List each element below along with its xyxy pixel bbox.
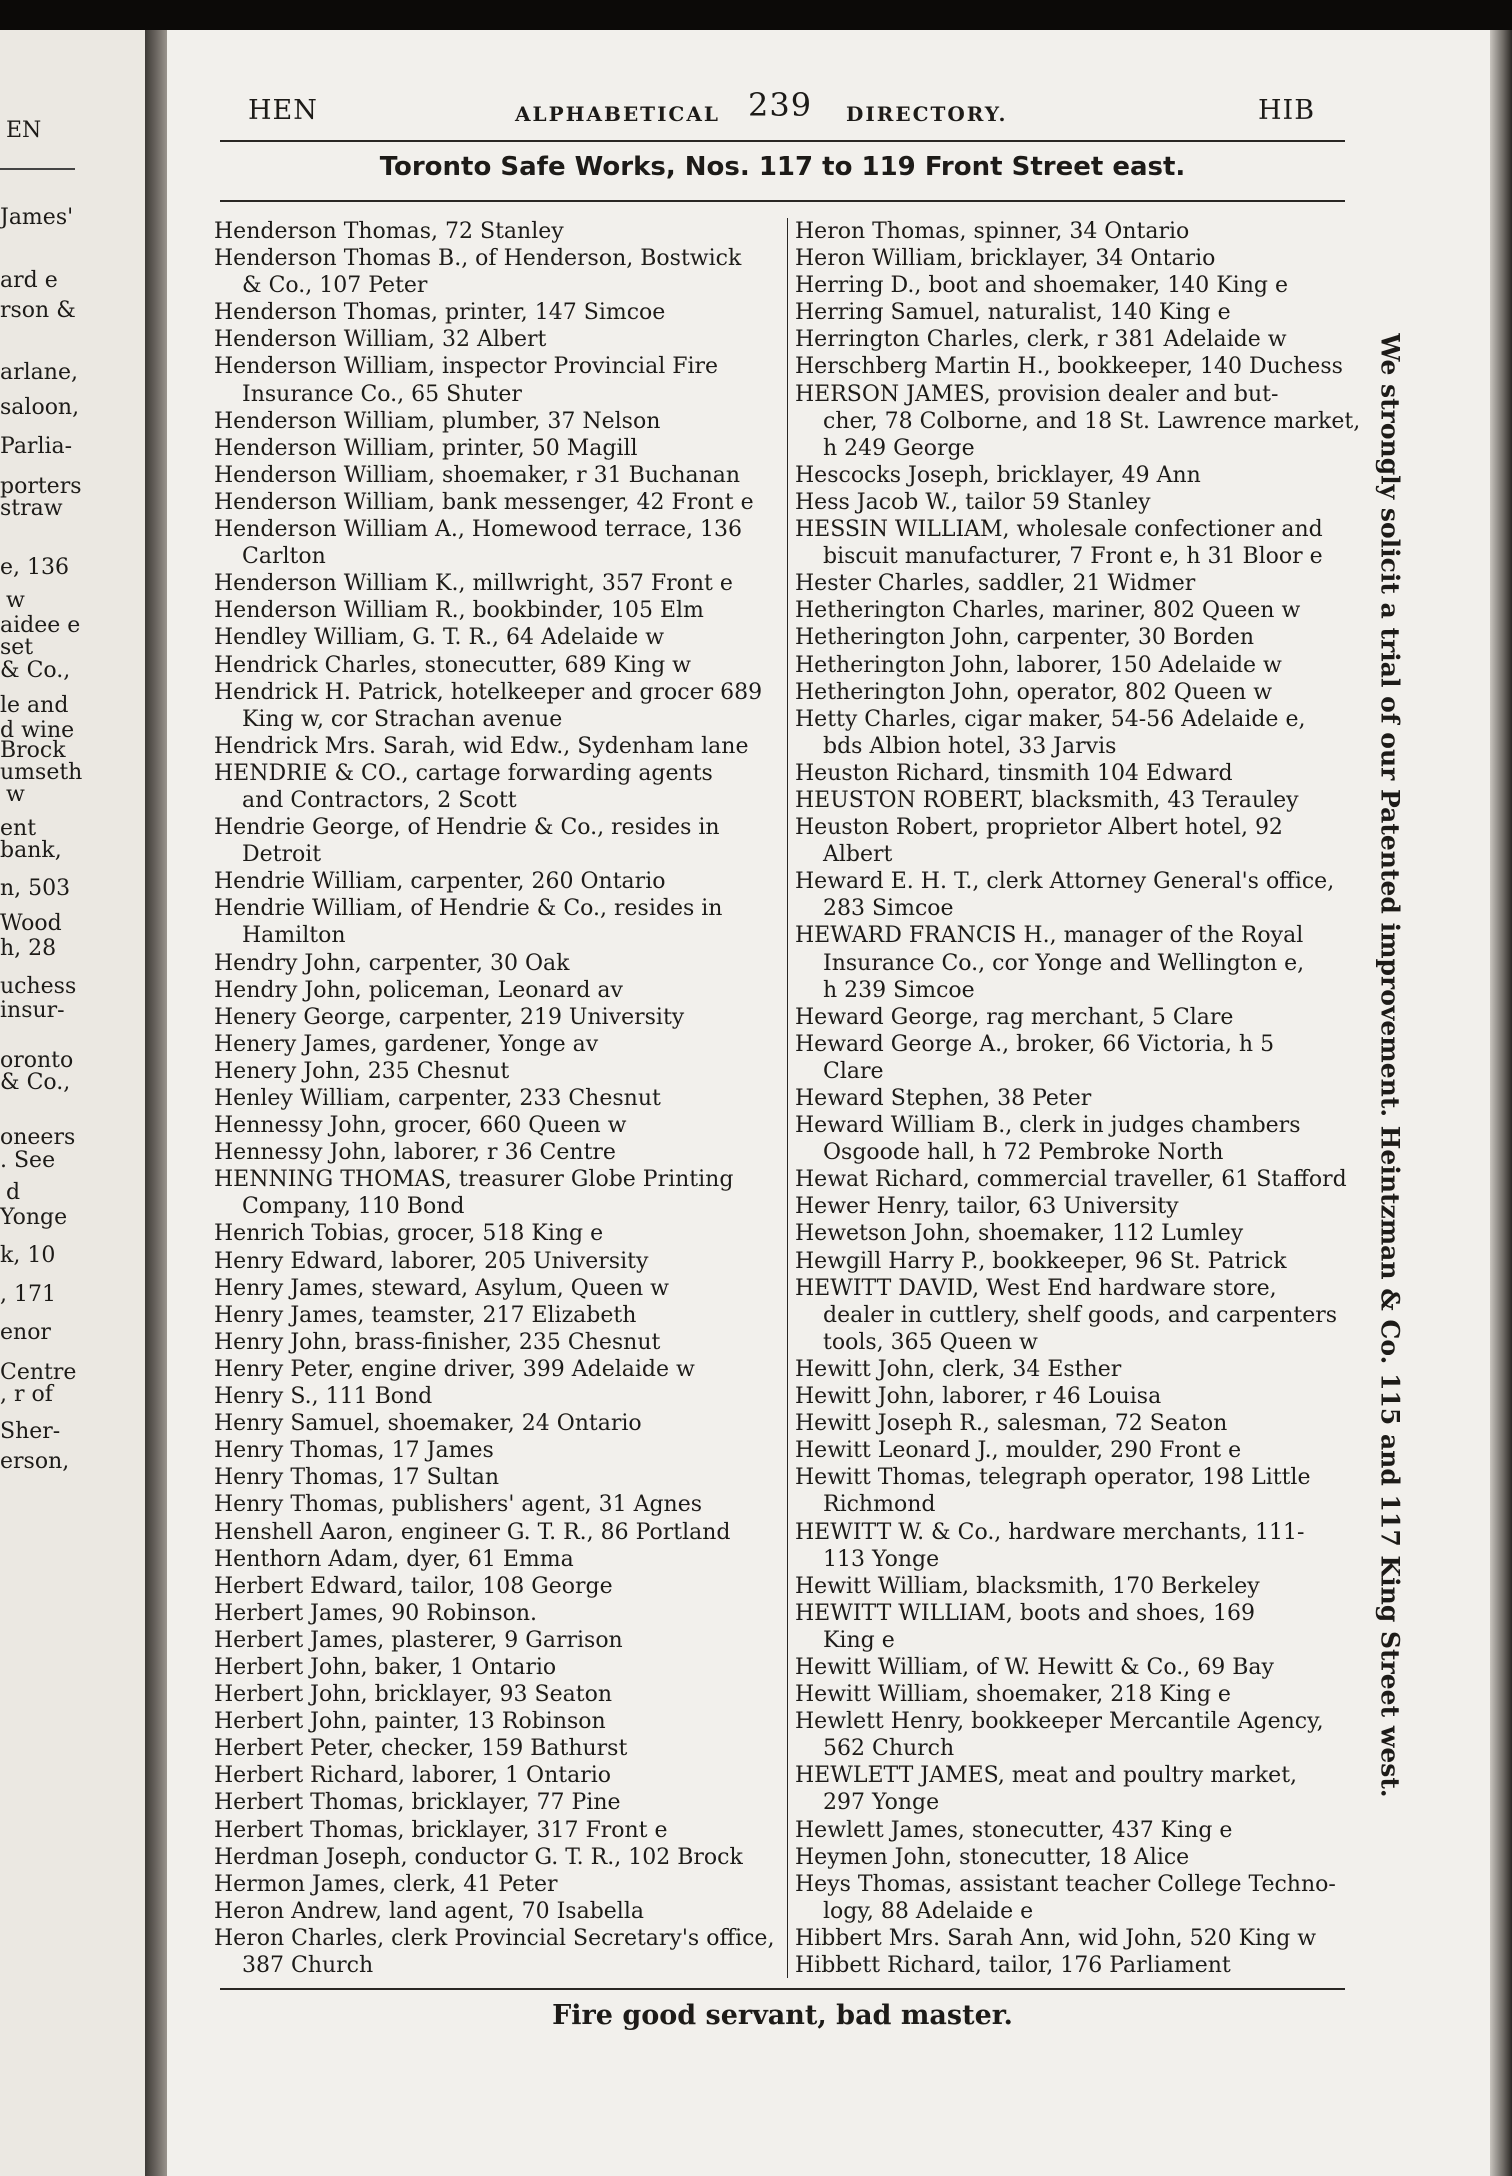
entry-line: HEWITT W. & Co., hardware merchants, 111- <box>795 1519 1305 1545</box>
entry-line: Hewitt Joseph R., salesman, 72 Seaton <box>795 1411 1228 1437</box>
entry-line: Henderson William, 32 Albert <box>214 327 547 353</box>
facing-page-text: aidee e <box>0 613 81 638</box>
directory-entry <box>214 1627 784 1654</box>
entry-line: Hendrick Charles, stonecutter, 689 King w <box>214 652 691 678</box>
directory-entry <box>214 1573 784 1600</box>
footer-rule <box>220 1988 1345 1990</box>
directory-entry <box>795 1925 1365 1952</box>
facing-page-text: & Co., <box>0 658 71 683</box>
directory-entry <box>795 218 1365 245</box>
entry-line: HENNING THOMAS, treasurer Globe Printing <box>214 1167 734 1193</box>
page-edge-shadow <box>1490 30 1512 2176</box>
facing-page-text: w <box>6 588 25 613</box>
directory-entry <box>795 1220 1365 1247</box>
entry-line: Hendrick H. Patrick, hotelkeeper and grocer 689 <box>214 679 763 705</box>
entry-line: Henshell Aaron, engineer G. T. R., 86 Portland <box>214 1519 731 1545</box>
directory-entry <box>795 381 1365 462</box>
directory-entry <box>795 597 1365 624</box>
entry-line: Herbert Edward, tailor, 108 George <box>214 1573 613 1599</box>
entry-line: Henderson Thomas B., of Henderson, Bostwick <box>214 246 742 272</box>
entry-line: Hendrick Mrs. Sarah, wid Edw., Sydenham lane <box>214 733 749 759</box>
facing-page-text: set <box>0 635 34 660</box>
entry-line: Hetherington Charles, mariner, 802 Queen w <box>795 598 1301 624</box>
entry-line: Herbert Thomas, bricklayer, 77 Pine <box>214 1790 621 1816</box>
entry-line: Hewlett Henry, bookkeeper Mercantile Agency, <box>795 1709 1324 1735</box>
entry-line: Hess Jacob W., tailor 59 Stanley <box>795 489 1151 515</box>
entry-line: Henderson Thomas, 72 Stanley <box>214 219 564 244</box>
directory-entry <box>214 977 784 1004</box>
facing-page-text: Parlia- <box>0 434 73 459</box>
entry-line: Herbert James, 90 Robinson. <box>214 1600 538 1626</box>
facing-page-text: n, 503 <box>0 876 71 901</box>
facing-page-text: ard e <box>0 268 58 293</box>
directory-entry <box>214 1654 784 1681</box>
directory-entry <box>214 570 784 597</box>
entry-line: Hendry John, policeman, Leonard av <box>214 977 623 1003</box>
directory-entry <box>795 1464 1365 1518</box>
directory-entry <box>795 679 1365 706</box>
directory-entry <box>214 1546 784 1573</box>
directory-entry <box>214 1817 784 1844</box>
entry-line: Hewitt William, blacksmith, 170 Berkeley <box>795 1573 1260 1599</box>
directory-entry <box>214 1275 784 1302</box>
directory-entry <box>214 1166 784 1220</box>
entry-line: Hewgill Harry P., bookkeeper, 96 St. Patrick <box>795 1248 1287 1274</box>
directory-entry <box>795 624 1365 651</box>
header-title-right: DIRECTORY. <box>846 102 1008 126</box>
side-advertisement-text: We strongly solicit a trial of our Patented improvement. Heintzman & Co. 115 and 117 King Street west. <box>1375 332 1405 1798</box>
directory-entry <box>795 922 1365 1003</box>
entry-line: Hescocks Joseph, bricklayer, 49 Ann <box>795 462 1201 488</box>
entry-line: Herschberg Martin H., bookkeeper, 140 Duchess <box>795 354 1343 380</box>
directory-entry <box>214 868 784 895</box>
entry-line: Herring D., boot and shoemaker, 140 King e <box>795 273 1288 299</box>
entry-line: Hendrie George, of Hendrie & Co., resides in <box>214 815 720 841</box>
facing-page-text: saloon, <box>0 395 80 420</box>
entry-line: Henderson William, shoemaker, r 31 Buchanan <box>214 462 741 488</box>
directory-entry <box>795 1519 1365 1573</box>
directory-entry <box>795 1573 1365 1600</box>
entry-line: Heward George, rag merchant, 5 Clare <box>795 1004 1234 1030</box>
facing-page-text: James' <box>0 205 74 230</box>
entry-line: Herbert John, baker, 1 Ontario <box>214 1654 557 1680</box>
entry-line: Herrington Charles, clerk, r 381 Adelaide w <box>795 327 1287 353</box>
directory-entry <box>795 814 1365 868</box>
directory-entry <box>214 516 784 570</box>
facing-page-text: k, 10 <box>0 1243 56 1268</box>
entry-continuation-line: dealer in cuttlery, shelf goods, and carpenters <box>823 1302 1338 1328</box>
footer-motto: Fire good servant, bad master. <box>552 2000 1013 2031</box>
entry-line: Heron Charles, clerk Provincial Secretary's office, <box>214 1925 775 1951</box>
directory-entry <box>214 1735 784 1762</box>
directory-entry <box>214 679 784 733</box>
directory-entry <box>214 489 784 516</box>
directory-entry <box>214 1789 784 1816</box>
directory-entry <box>214 1383 784 1410</box>
directory-entry <box>795 1193 1365 1220</box>
entry-line: Herbert John, bricklayer, 93 Seaton <box>214 1682 612 1708</box>
directory-entry <box>795 652 1365 679</box>
directory-entry <box>795 1166 1365 1193</box>
entry-line: Herring Samuel, naturalist, 140 King e <box>795 300 1231 326</box>
directory-entry <box>795 1952 1365 1979</box>
entry-line: Hewitt Thomas, telegraph operator, 198 Little <box>795 1465 1311 1491</box>
facing-page-rule <box>0 168 75 170</box>
directory-entry <box>795 1708 1365 1762</box>
header-title-left: ALPHABETICAL <box>515 102 720 126</box>
facing-page-text: d <box>6 1180 21 1205</box>
book-gutter <box>145 30 167 2176</box>
entry-line: Henderson William A., Homewood terrace, 136 <box>214 517 742 543</box>
directory-entry <box>795 1031 1365 1085</box>
directory-entry <box>795 299 1365 326</box>
entry-line: Hewitt Leonard J., moulder, 290 Front e <box>795 1438 1242 1464</box>
facing-page-text: d wine <box>0 718 75 743</box>
entry-continuation-line: h 239 Simcoe <box>823 977 975 1003</box>
entry-line: Hetherington John, carpenter, 30 Borden <box>795 625 1255 651</box>
entry-continuation-line: biscuit manufacturer, 7 Front e, h 31 Bloor e <box>823 544 1323 570</box>
directory-entry <box>795 245 1365 272</box>
directory-entry <box>214 1437 784 1464</box>
facing-page-text: bank, <box>0 838 62 863</box>
entry-continuation-line: Company, 110 Bond <box>242 1194 465 1220</box>
directory-entry <box>214 1464 784 1491</box>
entry-line: Heward George A., broker, 66 Victoria, h 5 <box>795 1031 1275 1057</box>
directory-entry <box>795 760 1365 787</box>
directory-entry <box>795 1762 1365 1816</box>
directory-entry <box>795 1410 1365 1437</box>
entry-line: Heron William, bricklayer, 34 Ontario <box>795 246 1216 272</box>
entry-line: Heward E. H. T., clerk Attorney General's office, <box>795 869 1335 895</box>
entry-line: HEWITT WILLIAM, boots and shoes, 169 <box>795 1600 1255 1626</box>
entries-column-left <box>214 218 784 1979</box>
facing-page-text: e, 136 <box>0 555 69 580</box>
entry-line: Henry Thomas, publishers' agent, 31 Agnes <box>214 1492 703 1518</box>
facing-page-text: Sher- <box>0 1419 61 1444</box>
directory-entry <box>214 326 784 353</box>
entry-line: Hester Charles, saddler, 21 Widmer <box>795 571 1196 597</box>
entry-line: Hewat Richard, commercial traveller, 61 Stafford <box>795 1167 1347 1193</box>
facing-page-text: oneers <box>0 1125 76 1150</box>
entry-continuation-line: 297 Yonge <box>823 1790 940 1816</box>
entry-line: Hendry John, carpenter, 30 Oak <box>214 950 570 976</box>
entry-line: Hibbett Richard, tailor, 176 Parliament <box>795 1953 1231 1978</box>
entry-line: Henrich Tobias, grocer, 518 King e <box>214 1221 604 1247</box>
entry-continuation-line: 283 Simcoe <box>823 896 954 922</box>
entry-line: Henry Edward, laborer, 205 University <box>214 1248 649 1274</box>
directory-entry <box>214 353 784 407</box>
directory-entry <box>214 1031 784 1058</box>
header-rule <box>220 140 1345 142</box>
entry-line: Heymen John, stonecutter, 18 Alice <box>795 1844 1190 1870</box>
entry-line: Henry John, brass-finisher, 235 Chesnut <box>214 1329 661 1355</box>
directory-entry <box>795 516 1365 570</box>
entry-continuation-line: Hamilton <box>242 923 346 949</box>
facing-page-text: Wood <box>0 911 62 936</box>
entry-line: Hendley William, G. T. R., 64 Adelaide w <box>214 625 665 651</box>
entry-line: Henry Peter, engine driver, 399 Adelaide w <box>214 1356 695 1382</box>
directory-entry <box>214 1004 784 1031</box>
directory-entry <box>795 1681 1365 1708</box>
vertical-side-advertisement <box>1360 285 1420 1845</box>
entry-continuation-line: and Contractors, 2 Scott <box>242 787 517 813</box>
entry-line: Hendrie William, of Hendrie & Co., resides in <box>214 896 723 922</box>
directory-entry <box>214 814 784 868</box>
directory-entry <box>795 1654 1365 1681</box>
directory-entry <box>214 1844 784 1871</box>
scan-top-band <box>0 0 1512 30</box>
directory-entry <box>214 1329 784 1356</box>
directory-entry <box>214 1220 784 1247</box>
directory-entry <box>214 435 784 462</box>
directory-entry <box>795 706 1365 760</box>
entry-line: Henry Thomas, 17 Sultan <box>214 1465 500 1491</box>
entry-line: Hewitt John, clerk, 34 Esther <box>795 1356 1122 1382</box>
facing-page-text: insur- <box>0 998 65 1023</box>
entry-continuation-line: Insurance Co., cor Yonge and Wellington e, <box>823 950 1305 976</box>
directory-entry <box>795 326 1365 353</box>
directory-entry <box>214 462 784 489</box>
directory-entry <box>795 1248 1365 1275</box>
entry-line: Henry Samuel, shoemaker, 24 Ontario <box>214 1411 642 1437</box>
entry-continuation-line: 562 Church <box>823 1736 955 1762</box>
entry-line: Henthorn Adam, dyer, 61 Emma <box>214 1546 574 1572</box>
directory-entry <box>214 624 784 651</box>
facing-page-text: umseth <box>0 760 83 785</box>
directory-entry <box>795 1437 1365 1464</box>
facing-page-fragment <box>0 30 145 2176</box>
facing-page-text: straw <box>0 496 63 521</box>
entry-line: HERSON JAMES, provision dealer and but- <box>795 381 1279 407</box>
entry-continuation-line: 387 Church <box>242 1953 374 1978</box>
entry-line: Henery James, gardener, Yonge av <box>214 1031 599 1057</box>
entry-continuation-line: & Co., 107 Peter <box>242 273 428 299</box>
directory-entry <box>214 1519 784 1546</box>
facing-page-text: Brock <box>0 738 66 763</box>
directory-entry <box>214 1139 784 1166</box>
facing-page-text: enor <box>0 1320 51 1345</box>
entry-line: HEWARD FRANCIS H., manager of the Royal <box>795 923 1304 949</box>
entry-line: Hewer Henry, tailor, 63 University <box>795 1194 1179 1220</box>
facing-page-text: , 171 <box>0 1282 56 1307</box>
column-divider <box>787 218 788 1978</box>
entry-line: Heward William B., clerk in judges chambers <box>795 1113 1301 1139</box>
entry-line: Hewitt William, shoemaker, 218 King e <box>795 1682 1231 1708</box>
entry-line: Herbert John, painter, 13 Robinson <box>214 1709 606 1735</box>
entry-continuation-line: tools, 365 Queen w <box>823 1329 1038 1355</box>
entry-continuation-line: King w, cor Strachan avenue <box>242 706 563 732</box>
directory-entry <box>214 895 784 949</box>
entry-line: Henley William, carpenter, 233 Chesnut <box>214 1086 661 1111</box>
entry-line: Heron Andrew, land agent, 70 Isabella <box>214 1898 644 1924</box>
directory-entry <box>214 733 784 760</box>
facing-page-text: h, 28 <box>0 936 57 961</box>
entry-line: Hennessy John, grocer, 660 Queen w <box>214 1113 627 1139</box>
directory-entry <box>214 597 784 624</box>
entry-continuation-line: Insurance Co., 65 Shuter <box>242 381 522 407</box>
entry-line: Hewetson John, shoemaker, 112 Lumley <box>795 1221 1244 1247</box>
directory-entry <box>214 1600 784 1627</box>
directory-entry <box>214 1925 784 1979</box>
entry-line: Henderson William, inspector Provincial Fire <box>214 354 719 380</box>
entry-continuation-line: logy, 88 Adelaide e <box>823 1898 1034 1924</box>
entry-line: Heuston Robert, proprietor Albert hotel, 92 <box>795 815 1283 841</box>
facing-page-text: uchess <box>0 974 77 999</box>
directory-entry <box>795 1871 1365 1925</box>
directory-entry <box>795 1275 1365 1356</box>
entry-line: Henderson William, plumber, 37 Nelson <box>214 408 661 434</box>
directory-entry <box>214 1302 784 1329</box>
directory-entry <box>795 1004 1365 1031</box>
facing-page-text: . See <box>0 1148 56 1173</box>
directory-entry <box>795 489 1365 516</box>
entry-line: Herbert Peter, checker, 159 Bathurst <box>214 1736 628 1762</box>
entry-line: Henry James, steward, Asylum, Queen w <box>214 1275 669 1301</box>
facing-page-text: Centre <box>0 1360 77 1385</box>
entry-continuation-line: Carlton <box>242 544 326 570</box>
directory-entry <box>795 462 1365 489</box>
facing-page-text: le and <box>0 693 69 718</box>
entry-line: Hibbert Mrs. Sarah Ann, wid John, 520 King w <box>795 1925 1317 1951</box>
directory-entry <box>795 1085 1365 1112</box>
directory-entry <box>214 1898 784 1925</box>
directory-entry <box>214 218 784 245</box>
header-right-guide-word: HIB <box>1258 95 1316 126</box>
entry-continuation-line: Clare <box>823 1058 884 1084</box>
header-left-guide-word: HEN <box>248 95 318 126</box>
directory-entry <box>795 570 1365 597</box>
facing-page-text: EN <box>6 118 42 143</box>
entry-continuation-line: Osgoode hall, h 72 Pembroke North <box>823 1140 1224 1166</box>
entry-line: Hendrie William, carpenter, 260 Ontario <box>214 869 666 895</box>
entry-line: Henderson William, printer, 50 Magill <box>214 435 638 461</box>
directory-entry <box>795 1356 1365 1383</box>
entry-line: HESSIN WILLIAM, wholesale confectioner and <box>795 517 1323 543</box>
entry-line: Henderson William K., millwright, 357 Front e <box>214 571 733 597</box>
facing-page-text: porters <box>0 474 82 499</box>
entry-line: HENDRIE & CO., cartage forwarding agents <box>214 760 713 786</box>
entry-continuation-line: King e <box>823 1627 895 1653</box>
entry-line: Henry S., 111 Bond <box>214 1384 433 1410</box>
directory-entry <box>214 408 784 435</box>
facing-page-text: oronto <box>0 1048 74 1073</box>
entry-line: Henderson Thomas, printer, 147 Simcoe <box>214 300 666 326</box>
entry-continuation-line: bds Albion hotel, 33 Jarvis <box>823 733 1117 759</box>
directory-entry <box>795 787 1365 814</box>
facing-page-text: & Co., <box>0 1070 71 1095</box>
entry-line: HEWLETT JAMES, meat and poultry market, <box>795 1763 1298 1789</box>
entry-line: Hewlett James, stonecutter, 437 King e <box>795 1817 1233 1843</box>
entry-continuation-line: Richmond <box>823 1492 936 1518</box>
directory-entry <box>214 1248 784 1275</box>
entry-line: Heuston Richard, tinsmith 104 Edward <box>795 760 1233 786</box>
entry-line: Heys Thomas, assistant teacher College Techno- <box>795 1871 1336 1897</box>
entries-column-right <box>795 218 1365 1979</box>
directory-entry <box>795 868 1365 922</box>
directory-entry <box>214 1085 784 1112</box>
entry-line: Hewitt John, laborer, r 46 Louisa <box>795 1384 1162 1410</box>
facing-page-text: w <box>6 782 25 807</box>
entry-line: HEUSTON ROBERT, blacksmith, 43 Terauley <box>795 787 1299 813</box>
facing-page-text: ent <box>0 816 37 841</box>
entry-line: Hennessy John, laborer, r 36 Centre <box>214 1140 616 1166</box>
directory-entry <box>214 1356 784 1383</box>
facing-page-text: arlane, <box>0 360 78 385</box>
facing-page-text: Yonge <box>0 1205 68 1230</box>
entry-continuation-line: Detroit <box>242 842 322 868</box>
entry-line: Hetty Charles, cigar maker, 54-56 Adelaide e, <box>795 706 1306 732</box>
entry-line: Heward Stephen, 38 Peter <box>795 1086 1092 1111</box>
directory-entry <box>214 1762 784 1789</box>
facing-page-text: erson, <box>0 1449 70 1474</box>
directory-entry <box>214 1410 784 1437</box>
directory-entry <box>214 652 784 679</box>
directory-entry <box>214 245 784 299</box>
entry-line: Henery George, carpenter, 219 University <box>214 1004 685 1030</box>
entry-continuation-line: 113 Yonge <box>823 1546 940 1572</box>
entry-line: Henery John, 235 Chesnut <box>214 1058 510 1084</box>
entry-line: Hermon James, clerk, 41 Peter <box>214 1871 558 1897</box>
entry-line: Henry Thomas, 17 James <box>214 1438 494 1464</box>
entry-line: Heron Thomas, spinner, 34 Ontario <box>795 219 1190 244</box>
directory-entry <box>795 1112 1365 1166</box>
directory-entry <box>214 1708 784 1735</box>
facing-page-text: , r of <box>0 1382 53 1407</box>
entry-line: Hetherington John, laborer, 150 Adelaide w <box>795 652 1282 678</box>
banner-rule <box>220 200 1345 202</box>
directory-entry <box>795 1817 1365 1844</box>
directory-entry <box>795 1383 1365 1410</box>
directory-entry <box>214 299 784 326</box>
entry-line: HEWITT DAVID, West End hardware store, <box>795 1275 1277 1301</box>
entry-line: Henderson William R., bookbinder, 105 Elm <box>214 598 704 624</box>
directory-entry <box>795 1600 1365 1654</box>
directory-entry <box>795 1844 1365 1871</box>
entry-continuation-line: h 249 George <box>823 435 975 461</box>
directory-entry <box>214 1871 784 1898</box>
entry-line: Henry James, teamster, 217 Elizabeth <box>214 1302 637 1328</box>
directory-entry <box>214 1491 784 1518</box>
entry-line: Hetherington John, operator, 802 Queen w <box>795 679 1273 705</box>
facing-page-text: rson & <box>0 298 76 323</box>
entry-line: Hewitt William, of W. Hewitt & Co., 69 Bay <box>795 1654 1274 1680</box>
entry-continuation-line: Albert <box>823 842 893 868</box>
directory-entry <box>214 1112 784 1139</box>
entry-continuation-line: cher, 78 Colborne, and 18 St. Lawrence market, <box>823 408 1361 434</box>
entry-line: Herbert Richard, laborer, 1 Ontario <box>214 1763 612 1789</box>
page-number: 239 <box>748 86 813 124</box>
entry-line: Henderson William, bank messenger, 42 Front e <box>214 489 754 515</box>
directory-entry <box>214 950 784 977</box>
entry-line: Herbert Thomas, bricklayer, 317 Front e <box>214 1817 668 1843</box>
directory-entry <box>214 1681 784 1708</box>
directory-entry <box>214 1058 784 1085</box>
advertisement-banner: Toronto Safe Works, Nos. 117 to 119 Front Street east. <box>379 152 1186 182</box>
directory-entry <box>795 272 1365 299</box>
directory-entry <box>214 760 784 814</box>
entry-line: Herbert James, plasterer, 9 Garrison <box>214 1627 623 1653</box>
directory-entry <box>795 353 1365 380</box>
entry-line: Herdman Joseph, conductor G. T. R., 102 Brock <box>214 1844 743 1870</box>
